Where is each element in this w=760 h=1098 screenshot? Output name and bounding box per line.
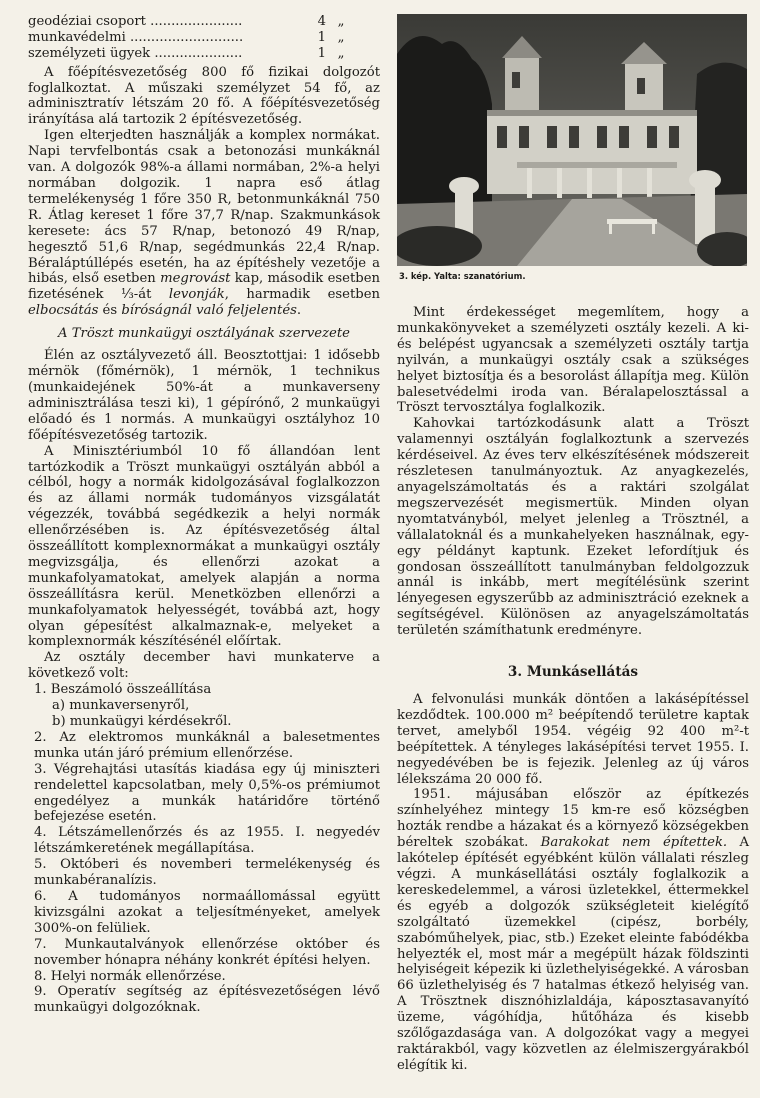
list-item: 6. A tudományos normaállomással együtt kivizsgálni azokat a teljesítményeket, amelyek 300%-on felüliek. <box>34 888 380 936</box>
stat-row <box>28 14 380 30</box>
list-item: 1. Beszámoló összeállítása <box>34 682 212 698</box>
photo-caption: 3. kép. Yalta: szanatórium. <box>399 271 526 281</box>
text-run: . <box>296 303 302 319</box>
stat-label: személyzeti ügyek ..................... <box>28 45 243 61</box>
text-run: kap, második esetben fizetésének ⅓-át <box>28 271 380 303</box>
list-subitem: a) munkaversenyről, <box>52 698 190 714</box>
right-column <box>397 14 749 1074</box>
subheading: A Tröszt munkaügyi osztályának szervezete <box>58 326 350 342</box>
list-item: 4. Létszámellenőrzés és az 1955. I. negyedév létszámkeretének megállapítása. <box>34 825 380 857</box>
stat-unit: „ <box>337 29 345 45</box>
list-item: 7. Munkautalványok ellenőrzése október és november hónapra néhány konkrét építési helyen. <box>34 936 380 968</box>
paragraph: Kahovkai tartózkodásunk alatt a Tröszt valamennyi osztályán foglalkoztunk a szervezés kérdéseivel. Az éves terv elkészítésének módszereit részletesen tanulmányoztuk. Az anyagkezelés, anyagelszámoltatás és a raktári szolgálat megszervezését megismertük. Minden olyan nyomtatványból, melyet jelenleg a Trösztnél, a vállalatoknál és a munkahelyeken használnak, egy-egy példányt kaptunk. Ezeket lefordítjuk és gondosan összeállított tanulmányban feldolgozzuk annál is inkább, mert megítélésünk szerint lényegesen egyszerűbb az adminisztráció ezeknek a segítségével. Különösen az anyagelszámoltatás területén számíthatunk eredményre. <box>397 416 749 639</box>
list-item: 5. Októberi és novemberi termelékenység és munkabéranalízis. <box>34 857 380 889</box>
emphasis: bíróságnál való feljelentés <box>121 303 297 319</box>
paragraph: Élén az osztályvezető áll. Beosztottjai: 1 idősebb mérnök (főmérnök), 1 mérnök, 1 technikus (munkaidejének 50%-át a munkaverseny adminisztrálása teszi ki), 1 gépírónő, 2 munkaügyi előadó és 1 normás. A munkaügyi osztályhoz 10 főépítésvezetőség tartozik. <box>28 348 380 443</box>
paragraph <box>28 128 380 319</box>
stat-count: 4 <box>317 14 326 29</box>
paragraph: A főépítésvezetőség 800 fő fizikai dolgozót foglalkoztat. A műszaki személyzet 54 fő, az adminisztratív létszám 20 fő. A főépítésvezetőség irányítása alá tartozik 2 építésvezetőség. <box>28 64 380 128</box>
list-item: 2. Az elektromos munkáknál a balesetmentes munka után járó prémium ellenőrzése. <box>34 729 380 761</box>
stat-label: munkavédelmi ........................... <box>28 29 244 45</box>
paragraph: A felvonulási munkák döntően a lakásépítéssel kezdődtek. 100.000 m² beépítendő területre kaptak tervet, amelyből 1954. végéig 92 400 m²-t beépítettek. A tényleges lakásépítési tervet 1955. I. negyedévében be is fejezik. Jelenleg az új város lélekszáma 20 000 fő. <box>397 692 749 787</box>
paragraph: Mint érdekességet megemlítem, hogy a munkakönyveket a személyzeti osztály kezeli. A ki- és belépést ugyancsak a személyzeti osztály tartja nyilván, a munkaügyi osztály csak a szükséges helyet biztosítja és a besorolást állapítja meg. Külön balesetvédelmi iroda van. Béralapelosztással a Tröszt tervosztálya foglalkozik. <box>397 305 749 416</box>
text-run: , harmadik esetben <box>224 287 381 303</box>
emphasis: Barakokat nem építettek. <box>540 835 728 851</box>
text-run: és <box>98 303 122 319</box>
left-column <box>28 14 380 1016</box>
list-subitem: b) munkaügyi kérdésekről. <box>52 714 232 730</box>
work-plan-list <box>28 682 380 1016</box>
list-item: 8. Helyi normák ellenőrzése. <box>34 968 226 984</box>
text-run: 1951. májusában először az építkezés színhelyéhez mintegy 15 km-re eső községben hozták rendbe a házakat és a környező községekben béreltek szobákat. <box>397 787 749 851</box>
section-title: 3. Munkásellátás <box>507 664 639 681</box>
sanatorium-photo <box>397 14 747 266</box>
text-run: A lakótelep építését egyébként külön vállalati részleg végzi. A munkásellátási osztály foglalkozik a kereskedelemmel, a városi üzletekkel, éttermekkel és egyéb a dolgozók szükségleteit kielégítő szolgáltató üzemekkel (cipész, borbély, szabóműhelyek, piac, stb.) Ezeket eleinte fabódékba helyezték el, most már a megépült házak földszinti helyiségeit képezik ki üzlethelyiségekké. A városban 66 üzlethelyiség és 7 hatalmas étkező helyiség van. A Trösztnek disznóhizlaldája, káposztasavanyító üzeme, vágóhídja, hűtőháza és kisebb szőlőgazdasága van. A dolgozókat vagy a megyei raktárakból, vagy közvetlen az élelmiszergyárakból elégítik ki. <box>397 835 749 1073</box>
text-run: Igen elterjedten használják a komplex normákat. Napi tervfelbontás csak a betonozási munkáknál van. A dolgozók 98%-a állami normában, 2%-a helyi normában dolgozik. 1 napra eső átlag termelékenység 1 főre 350 R, betonmunkáknál 750 R. Átlag kereset 1 főre 37,7 R/nap. Szakmunkások keresete: ács 57 R/nap, betonozó 49 R/nap, hegesztő 51,6 R/nap, segédmunkás 22,4 R/nap. Béraláptúllépés esetén, ha az építéshely vezetője a hibás, első esetben <box>28 128 380 287</box>
stat-row <box>28 30 380 46</box>
emphasis: levonják <box>168 287 225 303</box>
list-item: 3. Végrehajtási utasítás kiadása egy új miniszteri rendelettel kapcsolatban, mely 0,5%-os prémiumot engedélyez a munkák határidőre történő befejezése esetén. <box>34 761 380 825</box>
list-item: 9. Operatív segítség az építésvezetőségen lévő munkaügyi dolgozóknak. <box>34 984 380 1016</box>
stat-count: 1 <box>317 45 326 61</box>
stat-count: 1 <box>317 29 326 45</box>
paragraph: A Minisztériumból 10 fő állandóan lent tartózkodik a Tröszt munkaügyi osztályán abból a célból, hogy a normák kidolgozásával foglalkozzon és az állami normák tudományos vizsgálatát végezzék, továbbá segédkezik a helyi normák ellenőrzésében is. Az építésvezetőség által összeállított komplexnormákat a munkaügyi osztály megvizsgálja, és ellenőrzi azokat a munkafolyamatokat, amelyek alapján a norma összeállításra kerül. Menetközben ellenőrzi a munkafolyamatok helyességét, továbbá azt, hogy olyan gépesítést alkalmaznak-e, melyeket a komplexnormák készítésénél előírtak. <box>28 443 380 650</box>
stat-unit: „ <box>337 45 345 61</box>
staff-stats <box>28 14 380 62</box>
paragraph <box>397 787 749 1073</box>
stat-row <box>28 46 380 62</box>
paragraph: Az osztály december havi munkaterve a következő volt: <box>28 650 380 682</box>
stat-label: geodéziai csoport ...................... <box>28 14 243 29</box>
emphasis: elbocsátás <box>28 303 99 319</box>
stat-unit: „ <box>337 14 345 29</box>
emphasis: megrovást <box>160 271 231 287</box>
spacer <box>397 283 749 305</box>
